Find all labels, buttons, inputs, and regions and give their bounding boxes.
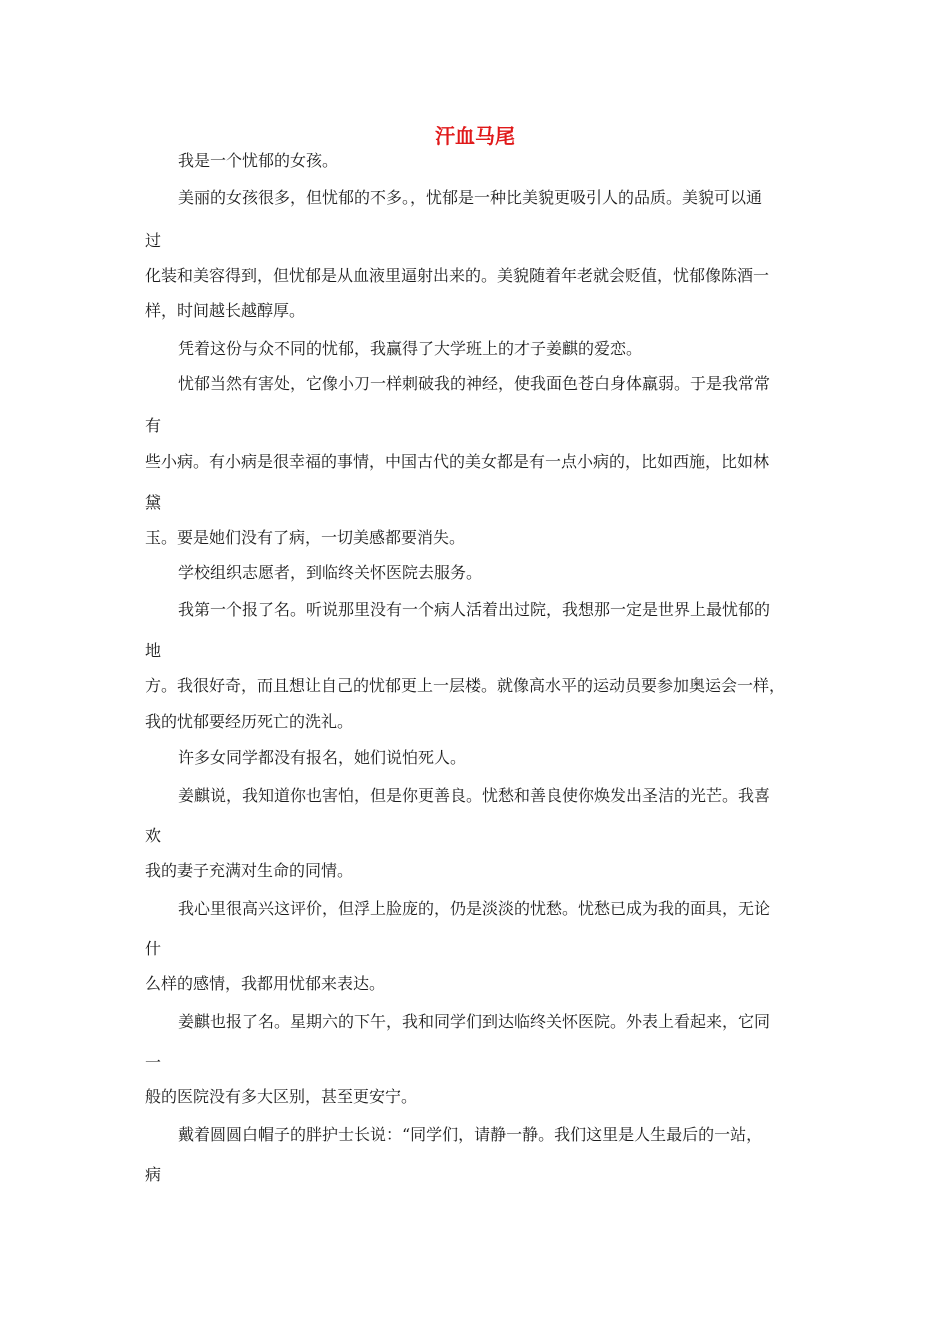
text-line: 姜麒说，我知道你也害怕，但是你更善良。忧愁和善良使你焕发出圣洁的光芒。我喜 [178, 786, 771, 805]
text-line: 么样的感情，我都用忧郁来表达。 [145, 974, 386, 993]
text-line: 地 [145, 641, 162, 660]
text-line: 黛 [145, 493, 162, 512]
text-line: 许多女同学都没有报名，她们说怕死人。 [178, 748, 467, 767]
text-line: 有 [145, 416, 162, 435]
text-line: 我心里很高兴这评价，但浮上脸庞的，仍是淡淡的忧愁。忧愁已成为我的面具，无论 [178, 899, 771, 918]
text-line: 我的妻子充满对生命的同情。 [145, 861, 354, 880]
text-line: 什 [145, 939, 162, 958]
text-line: 凭着这份与众不同的忧郁，我赢得了大学班上的才子姜麒的爱恋。 [178, 339, 643, 358]
text-line: 方。我很好奇，而且想让自己的忧郁更上一层楼。就像高水平的运动员要参加奥运会一样， [145, 676, 786, 695]
text-line: 忧郁当然有害处，它像小刀一样刺破我的神经，使我面色苍白身体羸弱。于是我常常 [178, 374, 771, 393]
text-line: 学校组织志愿者，到临终关怀医院去服务。 [178, 563, 483, 582]
text-line: 化装和美容得到，但忧郁是从血液里逼射出来的。美貌随着年老就会贬值，忧郁像陈酒一 [145, 266, 770, 285]
text-line: 样，时间越长越醇厚。 [145, 301, 306, 320]
text-line: 些小病。有小病是很幸福的事情，中国古代的美女都是有一点小病的，比如西施，比如林 [145, 452, 770, 471]
text-line: 姜麒也报了名。星期六的下午，我和同学们到达临终关怀医院。外表上看起来，它同 [178, 1012, 771, 1031]
text-line: 戴着圆圆白帽子的胖护士长说：“同学们，请静一静。我们这里是人生最后的一站， [178, 1125, 763, 1144]
text-line: 一 [145, 1053, 162, 1072]
text-line: 美丽的女孩很多，但忧郁的不多。，忧郁是一种比美貌更吸引人的品质。美貌可以通 [178, 188, 763, 207]
text-line: 玉。要是她们没有了病，一切美感都要消失。 [145, 528, 466, 547]
page-title: 汗血马尾 [435, 124, 515, 148]
text-line: 欢 [145, 826, 162, 845]
text-line: 我是一个忧郁的女孩。 [178, 151, 339, 170]
text-line: 我的忧郁要经历死亡的洗礼。 [145, 712, 354, 731]
text-line: 我第一个报了名。听说那里没有一个病人活着出过院，我想那一定是世界上最忧郁的 [178, 600, 771, 619]
text-line: 般的医院没有多大区别，甚至更安宁。 [145, 1087, 418, 1106]
text-line: 病 [145, 1165, 162, 1184]
text-line: 过 [145, 231, 162, 250]
